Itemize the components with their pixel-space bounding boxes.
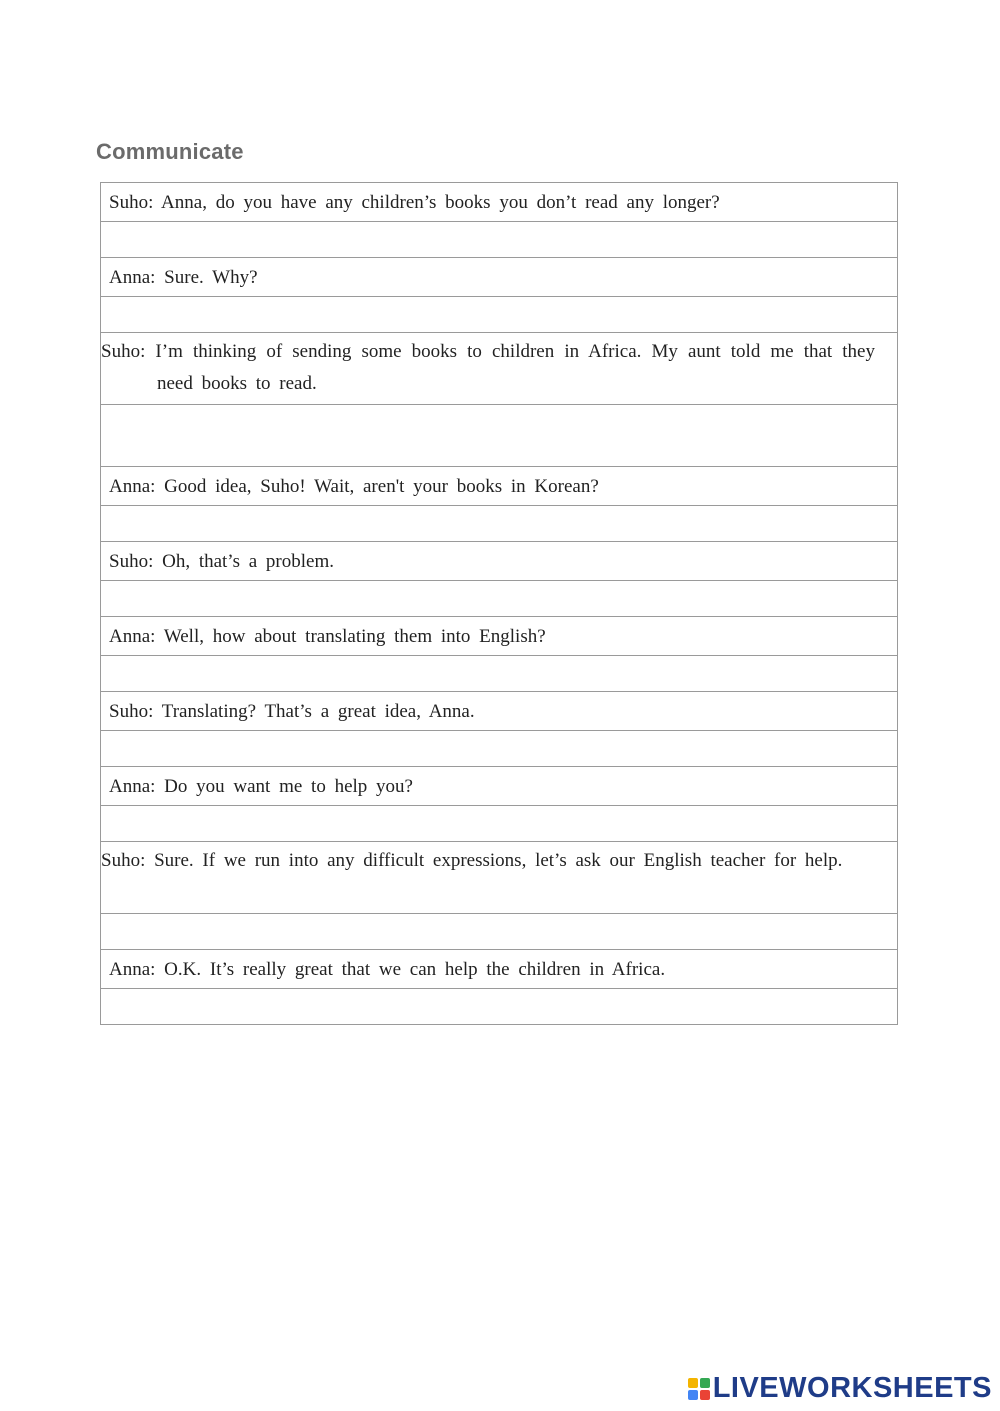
answer-row: [101, 989, 897, 1025]
answer-input[interactable]: [101, 914, 897, 949]
dialogue-line: Anna: Sure. Why?: [101, 258, 897, 297]
logo-square: [700, 1378, 710, 1388]
section-title: Communicate: [96, 139, 244, 164]
dialogue-line: Suho: Sure. If we run into any difficult expressions, let’s ask our English teacher for help.: [101, 842, 897, 914]
dialogue-line: Suho: Oh, that’s a problem.: [101, 542, 897, 581]
brand-text: LIVEWORKSHEETS: [712, 1372, 992, 1404]
dialogue-line: Suho: I’m thinking of sending some books to children in Africa. My aunt told me that they need books to read.: [101, 333, 897, 405]
answer-input[interactable]: [101, 297, 897, 332]
logo-square: [688, 1390, 698, 1400]
answer-row: [101, 914, 897, 950]
dialogue-line: Suho: Translating? That’s a great idea, Anna.: [101, 692, 897, 731]
answer-input[interactable]: [101, 506, 897, 541]
dialogue-line: Anna: Good idea, Suho! Wait, aren't your books in Korean?: [101, 467, 897, 506]
answer-input[interactable]: [101, 222, 897, 257]
dialogue-line: Anna: Well, how about translating them into English?: [101, 617, 897, 656]
liveworksheets-brand: [688, 1372, 992, 1405]
answer-row: [101, 297, 897, 333]
answer-row: [101, 656, 897, 692]
answer-row: [101, 405, 897, 467]
answer-input[interactable]: [101, 405, 897, 466]
answer-input[interactable]: [101, 656, 897, 691]
answer-input[interactable]: [101, 806, 897, 841]
answer-row: [101, 581, 897, 617]
logo-square: [700, 1390, 710, 1400]
dialogue-table: [100, 182, 898, 1025]
answer-row: [101, 506, 897, 542]
answer-input[interactable]: [101, 731, 897, 766]
dialogue-line: Anna: O.K. It’s really great that we can help the children in Africa.: [101, 950, 897, 989]
answer-row: [101, 222, 897, 258]
dialogue-line: Suho: Anna, do you have any children’s books you don’t read any longer?: [101, 183, 897, 222]
logo-square: [688, 1378, 698, 1388]
answer-row: [101, 731, 897, 767]
answer-input[interactable]: [101, 581, 897, 616]
answer-input[interactable]: [101, 989, 897, 1024]
answer-row: [101, 806, 897, 842]
liveworksheets-logo-icon: [688, 1378, 710, 1400]
dialogue-line: Anna: Do you want me to help you?: [101, 767, 897, 806]
